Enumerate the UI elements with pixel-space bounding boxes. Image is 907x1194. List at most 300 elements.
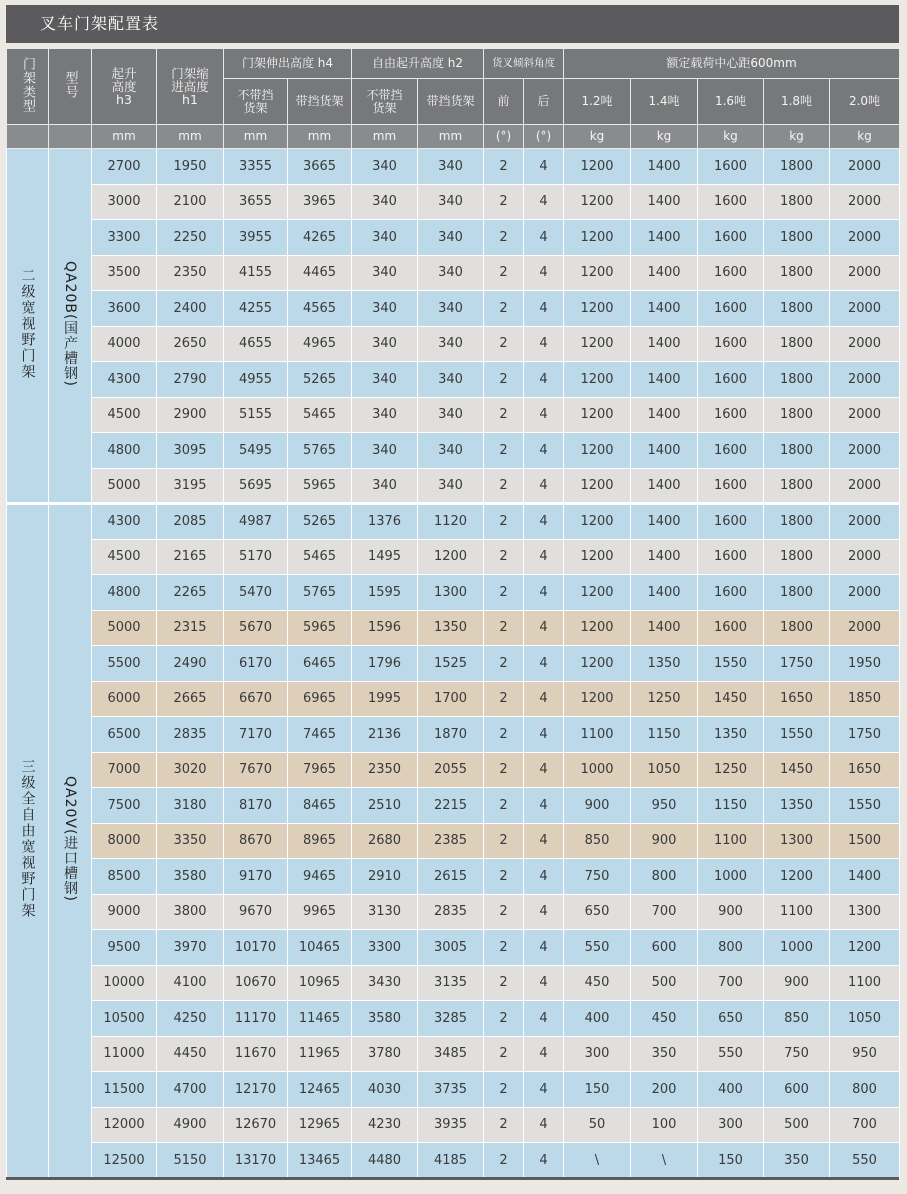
table-cell: 4 [524,1072,564,1108]
table-cell: 340 [352,184,418,220]
header-lift-height: 起升高度h3 [92,49,157,125]
table-cell: 4 [524,717,564,753]
table-cell: 2000 [830,397,900,433]
table-cell: 1995 [352,681,418,717]
table-cell: 3195 [157,468,224,504]
table-cell: 900 [764,965,830,1001]
table-cell: 2650 [157,326,224,362]
table-cell: 1200 [564,681,631,717]
table-cell: 11000 [92,1036,157,1072]
table-cell: 4 [524,823,564,859]
table-cell: 11465 [288,1001,352,1037]
table-cell: 7465 [288,717,352,753]
table-cell: 1796 [352,646,418,682]
table-cell: 2 [484,255,524,291]
header-h2-with-backrest: 带挡货架 [418,79,484,125]
table-row [7,149,900,185]
table-cell: 340 [418,291,484,327]
table-cell: 1800 [764,575,830,611]
table-cell: 1000 [698,859,764,895]
table-cell: 2 [484,326,524,362]
table-cell: 1200 [564,504,631,540]
table-cell: 1600 [698,433,764,469]
table-cell: 5965 [288,610,352,646]
table-cell: 3350 [157,823,224,859]
table-row [7,1143,900,1179]
table-cell: 4 [524,788,564,824]
table-cell: 550 [698,1036,764,1072]
table-cell: 12170 [224,1072,288,1108]
table-cell: 1400 [631,255,698,291]
table-cell: 2000 [830,184,900,220]
table-cell: 300 [564,1036,631,1072]
table-cell: 4655 [224,326,288,362]
table-cell: 2 [484,468,524,504]
table-cell: 1450 [698,681,764,717]
table-cell: 4300 [92,362,157,398]
table-row [7,894,900,930]
table-cell: 2835 [418,894,484,930]
table-cell: 2165 [157,539,224,575]
table-cell: 4 [524,220,564,256]
table-cell: 3965 [288,184,352,220]
table-row [7,255,900,291]
table-cell: 3580 [352,1001,418,1037]
table-cell: 1400 [631,326,698,362]
unit-cell: mm [288,125,352,149]
table-cell: 450 [631,1001,698,1037]
table-cell: 1750 [830,717,900,753]
table-cell: 2790 [157,362,224,398]
table-cell: 1600 [698,291,764,327]
table-cell: 2 [484,149,524,185]
table-cell: 340 [352,468,418,504]
table-cell: 4700 [157,1072,224,1108]
mast-type-label: 三级全自由宽视野门架 [7,504,49,1179]
table-cell: 2 [484,823,524,859]
table-cell: 4 [524,965,564,1001]
table-cell: 1400 [631,610,698,646]
table-cell: 1400 [631,184,698,220]
table-cell: 8500 [92,859,157,895]
table-cell: 8670 [224,823,288,859]
table-cell: 3095 [157,433,224,469]
table-row [7,433,900,469]
table-cell: 1200 [564,326,631,362]
table-cell: 5500 [92,646,157,682]
header-extended-height: 门架伸出高度 h4 [224,49,352,79]
table-cell: 1400 [631,149,698,185]
table-cell: 7670 [224,752,288,788]
table-cell: 3780 [352,1036,418,1072]
table-cell: 4 [524,255,564,291]
table-cell: 3300 [92,220,157,256]
table-cell: 2000 [830,504,900,540]
table-cell: 350 [631,1036,698,1072]
table-cell: 11500 [92,1072,157,1108]
table-cell: 2 [484,397,524,433]
table-row [7,646,900,682]
table-cell: 1800 [764,539,830,575]
table-cell: 2136 [352,717,418,753]
table-cell: 1300 [830,894,900,930]
table-cell: 3285 [418,1001,484,1037]
table-cell: 1400 [631,539,698,575]
table-cell: 2 [484,859,524,895]
table-cell: 2 [484,717,524,753]
table-cell: 3955 [224,220,288,256]
table-cell: 350 [764,1143,830,1179]
table-cell: 1600 [698,504,764,540]
table-cell: 1200 [564,468,631,504]
table-cell: 1050 [631,752,698,788]
table-cell: 2350 [352,752,418,788]
table-cell: 850 [764,1001,830,1037]
table-cell: 1200 [564,255,631,291]
table-cell: 4 [524,859,564,895]
table-cell: 4 [524,1001,564,1037]
table-cell: 340 [418,255,484,291]
table-cell: 2055 [418,752,484,788]
table-cell: 700 [830,1107,900,1143]
table-cell: 750 [764,1036,830,1072]
table-cell: 9000 [92,894,157,930]
table-cell: \ [564,1143,631,1179]
header-capacity-4: 1.8吨 [764,79,830,125]
table-cell: 2000 [830,291,900,327]
table-cell: 13465 [288,1143,352,1179]
table-cell: 340 [352,291,418,327]
table-cell: 2250 [157,220,224,256]
table-cell: 1800 [764,397,830,433]
table-cell: 550 [830,1143,900,1179]
table-cell: 3735 [418,1072,484,1108]
table-cell: 1800 [764,184,830,220]
table-cell: 1800 [764,468,830,504]
table-cell: 750 [564,859,631,895]
table-cell: 340 [418,326,484,362]
table-cell: 4987 [224,504,288,540]
table-cell: 1376 [352,504,418,540]
table-cell: 4255 [224,291,288,327]
table-cell: 1300 [764,823,830,859]
header-capacity-1: 1.2吨 [564,79,631,125]
header-rated-capacity: 额定载荷中心距600mm [564,49,900,79]
table-cell: 2 [484,788,524,824]
table-cell: 1550 [764,717,830,753]
table-cell: 7500 [92,788,157,824]
table-cell: 1800 [764,433,830,469]
table-cell: 12500 [92,1143,157,1179]
table-cell: 3800 [157,894,224,930]
unit-cell: mm [157,125,224,149]
table-cell: 2490 [157,646,224,682]
table-row [7,397,900,433]
table-cell: 500 [631,965,698,1001]
table-row [7,788,900,824]
table-cell: 900 [631,823,698,859]
table-cell: 1200 [564,575,631,611]
table-cell: 1150 [698,788,764,824]
table-row [7,504,900,540]
table-cell: 4 [524,362,564,398]
table-cell: 10000 [92,965,157,1001]
table-cell: 800 [830,1072,900,1108]
table-cell: 4 [524,752,564,788]
table-cell: 3135 [418,965,484,1001]
table-cell: 2350 [157,255,224,291]
table-cell: 900 [698,894,764,930]
table-row [7,1072,900,1108]
table-cell: 3935 [418,1107,484,1143]
table-cell: 3020 [157,752,224,788]
table-cell: 1350 [418,610,484,646]
table-cell: 2000 [830,149,900,185]
unit-cell: kg [830,125,900,149]
table-cell: 2000 [830,220,900,256]
header-tilt-front: 前 [484,79,524,125]
table-cell: 3000 [92,184,157,220]
model-label: QA20V(进口槽钢) [49,504,92,1179]
table-cell: 340 [352,149,418,185]
unit-cell: kg [631,125,698,149]
table-cell: 4800 [92,575,157,611]
table-cell: 1800 [764,255,830,291]
header-tilt-rear: 后 [524,79,564,125]
table-cell: 7000 [92,752,157,788]
header-model: 型号 [49,49,92,125]
table-cell: 6170 [224,646,288,682]
table-cell: 5765 [288,575,352,611]
table-cell: 9965 [288,894,352,930]
table-cell: 2615 [418,859,484,895]
table-row [7,575,900,611]
table-cell: 2 [484,681,524,717]
table-cell: 8000 [92,823,157,859]
table-cell: 2 [484,1143,524,1179]
table-cell: 2 [484,1072,524,1108]
table-cell: 4565 [288,291,352,327]
table-cell: 10670 [224,965,288,1001]
mast-config-table [6,48,900,1179]
table-cell: 2000 [830,610,900,646]
table-cell: 2000 [830,575,900,611]
table-cell: 3665 [288,149,352,185]
table-cell: 4 [524,894,564,930]
table-cell: 1596 [352,610,418,646]
table-cell: 4 [524,610,564,646]
table-cell: 5465 [288,397,352,433]
table-row [7,291,900,327]
unit-cell: mm [352,125,418,149]
table-cell: 3500 [92,255,157,291]
table-cell: 1800 [764,149,830,185]
table-row [7,681,900,717]
table-cell: 1600 [698,326,764,362]
table-cell: 10170 [224,930,288,966]
table-row [7,539,900,575]
header-capacity-5: 2.0吨 [830,79,900,125]
table-cell: 4 [524,539,564,575]
table-cell: 3655 [224,184,288,220]
table-cell: 700 [631,894,698,930]
table-cell: 340 [352,255,418,291]
table-cell: 3130 [352,894,418,930]
table-cell: 4965 [288,326,352,362]
table-cell: 400 [564,1001,631,1037]
table-cell: 4465 [288,255,352,291]
unit-cell: (°) [524,125,564,149]
table-cell: 2 [484,894,524,930]
table-row [7,823,900,859]
table-cell: 2215 [418,788,484,824]
header-mast-type: 门架类型 [7,49,49,125]
table-cell: 1150 [631,717,698,753]
table-cell: 2 [484,1001,524,1037]
table-cell: 340 [352,397,418,433]
table-cell: 2680 [352,823,418,859]
table-cell: 2100 [157,184,224,220]
table-cell: 1495 [352,539,418,575]
table-cell: 1400 [631,362,698,398]
table-cell: 1200 [564,291,631,327]
table-cell: 11965 [288,1036,352,1072]
table-cell: 11170 [224,1001,288,1037]
table-cell: 1050 [830,1001,900,1037]
table-cell: 50 [564,1107,631,1143]
table-cell: 400 [698,1072,764,1108]
unit-cell: kg [698,125,764,149]
table-cell: 1600 [698,220,764,256]
table-cell: 340 [418,184,484,220]
table-cell: 2 [484,1107,524,1143]
table-cell: 2 [484,504,524,540]
table-cell: 1200 [564,149,631,185]
unit-cell: mm [418,125,484,149]
table-cell: 5150 [157,1143,224,1179]
table-cell: 1800 [764,610,830,646]
table-cell: 1750 [764,646,830,682]
table-cell: 4480 [352,1143,418,1179]
table-cell: 4 [524,504,564,540]
table-cell: 4100 [157,965,224,1001]
table-cell: 1400 [631,220,698,256]
table-cell: 150 [564,1072,631,1108]
table-cell: 4 [524,681,564,717]
unit-cell: (°) [484,125,524,149]
table-cell: 2000 [830,326,900,362]
table-cell: 2 [484,291,524,327]
table-row [7,468,900,504]
table-cell: 3005 [418,930,484,966]
table-cell: 4250 [157,1001,224,1037]
table-cell: 1250 [698,752,764,788]
table-cell: 12465 [288,1072,352,1108]
table-cell: 1200 [564,433,631,469]
unit-cell: kg [764,125,830,149]
table-cell: 5000 [92,610,157,646]
table-cell: 2 [484,930,524,966]
table-row [7,1036,900,1072]
header-free-lift: 自由起升高度 h2 [352,49,484,79]
page-title: 叉车门架配置表 [6,5,899,43]
table-cell: 2 [484,539,524,575]
table-cell: 2315 [157,610,224,646]
table-cell: 6465 [288,646,352,682]
table-cell: 7965 [288,752,352,788]
table-cell: 340 [418,362,484,398]
table-cell: 2 [484,575,524,611]
table-cell: 5670 [224,610,288,646]
table-cell: 700 [698,965,764,1001]
table-cell: 4185 [418,1143,484,1179]
table-cell: 1600 [698,575,764,611]
table-cell: 6500 [92,717,157,753]
table-cell: 1200 [564,220,631,256]
table-row [7,362,900,398]
table-cell: 4030 [352,1072,418,1108]
table-cell: 4 [524,149,564,185]
table-cell: 9500 [92,930,157,966]
table-cell: 450 [564,965,631,1001]
header-retracted-height: 门架缩进高度h1 [157,49,224,125]
table-cell: 1350 [698,717,764,753]
table-cell: 4 [524,1107,564,1143]
table-cell: 10465 [288,930,352,966]
table-cell: 8965 [288,823,352,859]
table-cell: 5965 [288,468,352,504]
model-label: QA20B(国产槽钢) [49,149,92,504]
table-cell: 5495 [224,433,288,469]
table-cell: 8465 [288,788,352,824]
table-cell: 9465 [288,859,352,895]
table-cell: 800 [698,930,764,966]
table-cell: 4000 [92,326,157,362]
table-cell: 2400 [157,291,224,327]
table-cell: 1120 [418,504,484,540]
table-cell: 4450 [157,1036,224,1072]
table-cell: 340 [352,326,418,362]
table-cell: 1100 [698,823,764,859]
table-cell: 1250 [631,681,698,717]
table-row [7,1001,900,1037]
header-tilt-angle: 货叉倾斜角度 [484,49,564,79]
table-cell: 10500 [92,1001,157,1037]
table-cell: 2 [484,362,524,398]
table-cell: 4955 [224,362,288,398]
table-cell: 600 [764,1072,830,1108]
table-cell: 4 [524,646,564,682]
unit-cell: kg [564,125,631,149]
table-cell: 150 [698,1143,764,1179]
table-cell: 2 [484,752,524,788]
table-cell: 1800 [764,326,830,362]
table-cell: 6000 [92,681,157,717]
table-cell: 1400 [631,468,698,504]
table-cell: 340 [418,468,484,504]
table-cell: 3355 [224,149,288,185]
table-cell: 2910 [352,859,418,895]
table-cell: 2 [484,220,524,256]
table-cell: 1600 [698,468,764,504]
unit-cell: mm [92,125,157,149]
table-cell: 1200 [418,539,484,575]
table-cell: 1600 [698,610,764,646]
table-cell: 4800 [92,433,157,469]
table-cell: 4 [524,468,564,504]
table-cell: 1200 [564,646,631,682]
table-cell: 5265 [288,362,352,398]
